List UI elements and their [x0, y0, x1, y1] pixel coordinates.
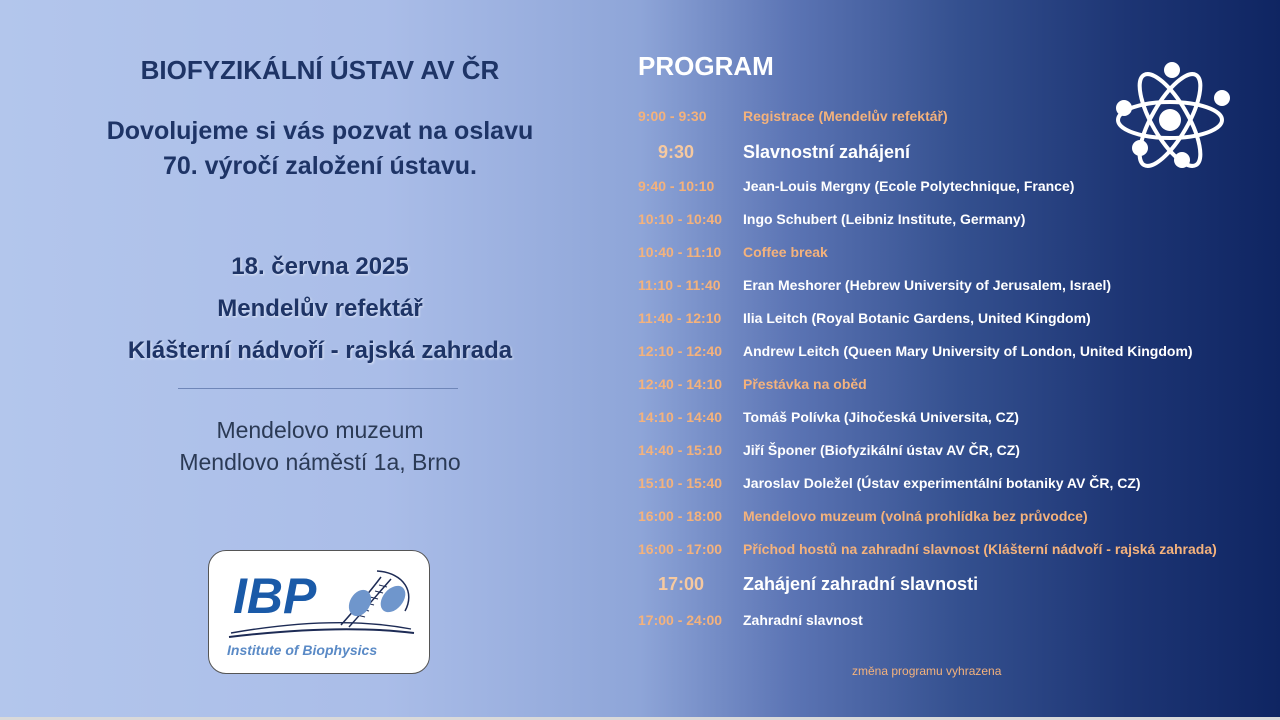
program-desc: Andrew Leitch (Queen Mary University of London, United Kingdom): [743, 343, 1193, 359]
program-desc: Jaroslav Doležel (Ústav experimentální botaniky AV ČR, CZ): [743, 475, 1141, 491]
venue-name: Mendelovo muzeum: [216, 417, 424, 443]
program-desc: Ilia Leitch (Royal Botanic Gardens, United Kingdom): [743, 310, 1091, 326]
event-place-1: Mendelův refektář: [217, 295, 423, 322]
program-desc: Coffee break: [743, 244, 828, 260]
event-place-2: Klášterní nádvoří - rajská zahrada: [127, 337, 513, 364]
program-desc: Slavnostní zahájení: [743, 142, 911, 162]
invitation-text: [60, 114, 580, 184]
program-time: 11:40 - 12:10: [638, 310, 722, 326]
program-desc: Tomáš Polívka (Jihočeská Universita, CZ): [743, 409, 1019, 425]
program-time: 16:00 - 17:00: [638, 541, 723, 557]
program-time: 15:10 - 15:40: [638, 475, 723, 491]
program-time: 10:40 - 11:10: [638, 244, 722, 260]
program-note: změna programu vyhrazena: [852, 664, 1002, 678]
program-time: 14:40 - 15:10: [638, 442, 723, 458]
venue-address: [60, 414, 580, 478]
program-desc: Eran Meshorer (Hebrew University of Jerusalem, Israel): [743, 277, 1112, 293]
divider: [178, 388, 458, 389]
program-desc: Jiří Šponer (Biofyzikální ústav AV ČR, CZ): [743, 442, 1020, 458]
program-time: 9:40 - 10:10: [638, 178, 715, 194]
program-desc: Ingo Schubert (Leibniz Institute, Germany): [743, 211, 1026, 227]
program-title: PROGRAM: [638, 51, 774, 81]
ibp-logo-abbr: IBP: [233, 568, 317, 624]
program-desc: Registrace (Mendelův refektář): [743, 108, 948, 124]
program-time: 17:00 - 24:00: [638, 612, 723, 628]
program-time: 10:10 - 10:40: [638, 211, 723, 227]
event-date: 18. června 2025: [231, 253, 409, 280]
program-time: 16:00 - 18:00: [638, 508, 723, 524]
program-desc: Přestávka na oběd: [743, 376, 867, 392]
program-time: 14:10 - 14:40: [638, 409, 723, 425]
ibp-logo: [208, 550, 430, 674]
institute-title: BIOFYZIKÁLNÍ ÚSTAV AV ČR: [140, 55, 500, 85]
invitation-line-2: 70. výročí založení ústavu.: [162, 152, 477, 180]
program-time: 17:00: [658, 574, 705, 594]
program-time: 9:00 - 9:30: [638, 108, 707, 124]
program-time: 12:10 - 12:40: [638, 343, 723, 359]
event-details: [60, 246, 580, 372]
program-time: 12:40 - 14:10: [638, 376, 723, 392]
ibp-logo-name: Institute of Biophysics: [227, 642, 378, 658]
program-desc: Mendelovo muzeum (volná prohlídka bez průvodce): [743, 508, 1088, 524]
ibp-logo-graphic: [209, 551, 431, 675]
program-time: 11:10 - 11:40: [638, 277, 721, 293]
program-desc: Zahájení zahradní slavnosti: [743, 574, 979, 594]
program-desc: Jean-Louis Mergny (Ecole Polytechnique, France): [743, 178, 1075, 194]
program-desc: Zahradní slavnost: [743, 612, 863, 628]
program-time: 9:30: [658, 142, 695, 162]
atom-icon: [1110, 60, 1230, 180]
invitation-line-1: Dovolujeme si vás pozvat na oslavu: [106, 117, 534, 145]
venue-street: Mendlovo náměstí 1a, Brno: [179, 449, 461, 475]
program-desc: Příchod hostů na zahradní slavnost (Klášterní nádvoří - rajská zahrada): [743, 541, 1217, 557]
